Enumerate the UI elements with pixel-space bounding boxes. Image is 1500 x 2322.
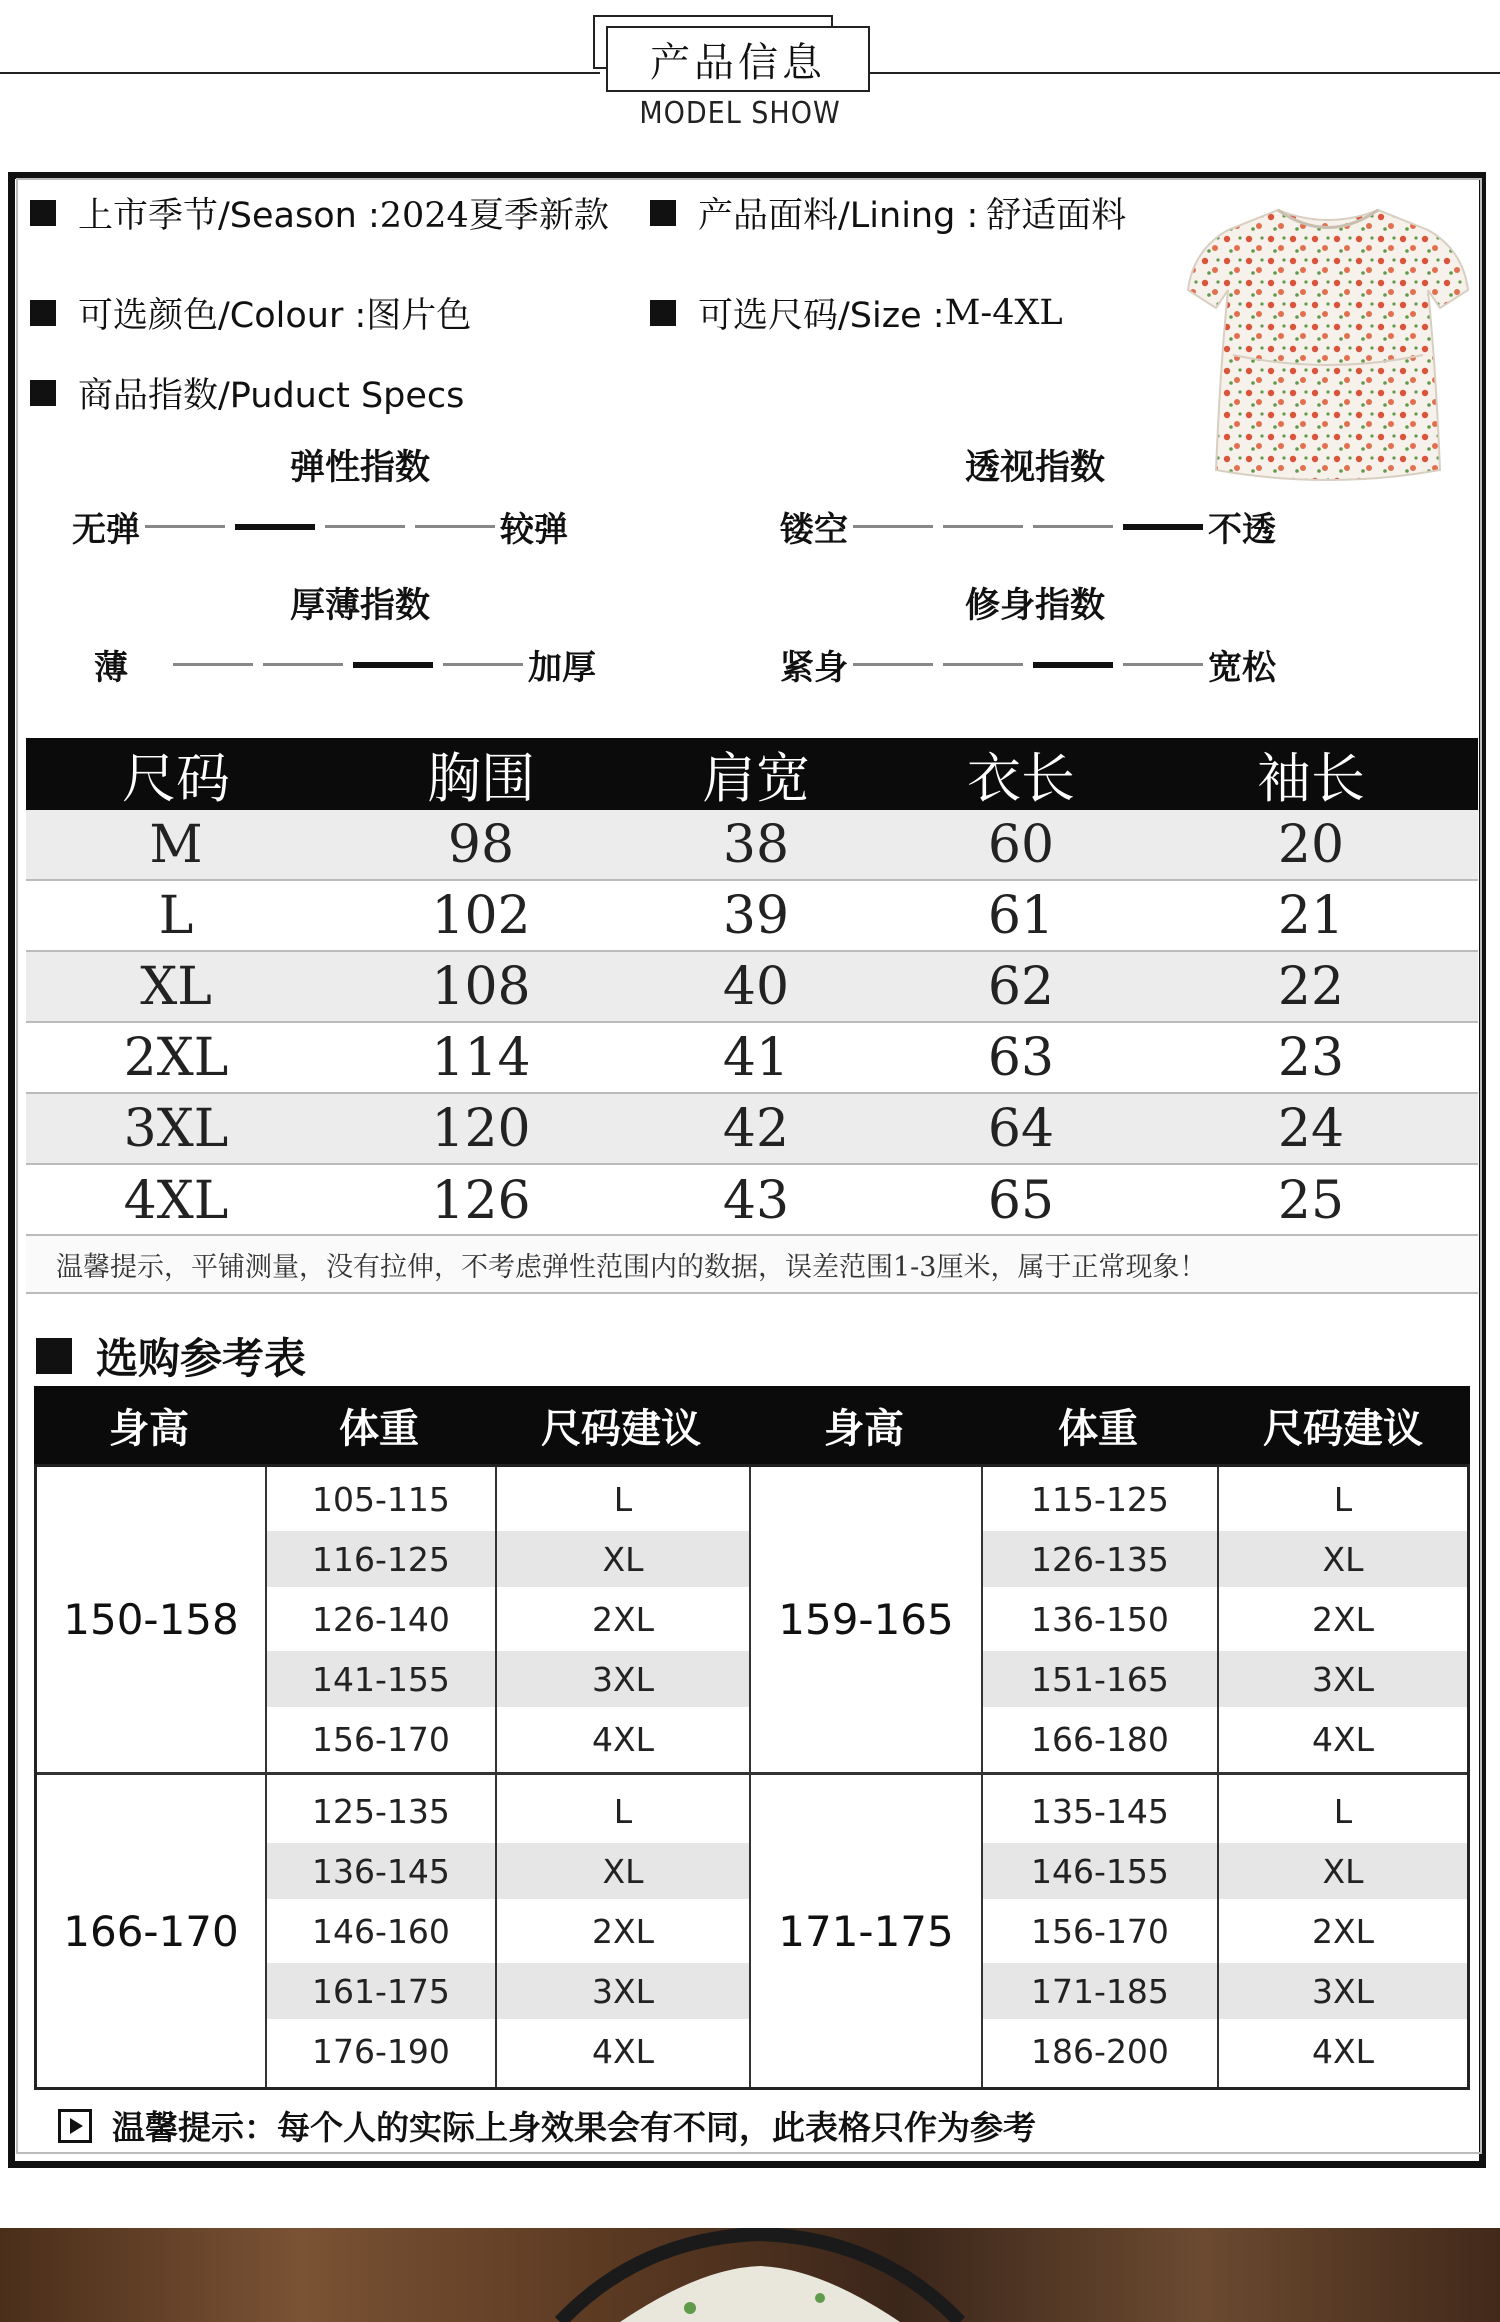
table-cell: 25 [1277, 1170, 1345, 1231]
index-scale-elasticity [72, 502, 568, 551]
size-cell: 4XL [1312, 2031, 1374, 2071]
weight-cell: 125-135 [312, 1791, 450, 1831]
table-cell: 60 [987, 814, 1055, 875]
reference-header-cell: 体重 [1058, 1405, 1138, 1452]
table-cell: 22 [1277, 956, 1345, 1017]
reference-header-cell: 身高 [824, 1405, 904, 1452]
lining-row [650, 188, 1126, 238]
hanger-image [0, 2228, 1500, 2322]
scale-segment [1123, 663, 1203, 666]
page-title: 产品信息 [606, 26, 870, 92]
square-bullet-icon [36, 1338, 72, 1374]
reference-table-header [34, 1386, 1470, 1464]
table-cell: 23 [1277, 1027, 1345, 1088]
table-cell: 126 [431, 1170, 531, 1231]
reference-header-cell: 身高 [109, 1405, 189, 1452]
size-cell: 4XL [592, 1719, 654, 1759]
season-row [30, 188, 609, 238]
weight-cell: 171-185 [983, 1963, 1217, 2019]
header-rule-left [0, 72, 600, 74]
table-cell: 40 [722, 956, 790, 1017]
scale-segment [1033, 662, 1113, 668]
size-cell: XL [1219, 1531, 1467, 1587]
table-cell: 41 [722, 1027, 790, 1088]
size-cell: 2XL [1312, 1599, 1374, 1639]
size-cell: 4XL [592, 2031, 654, 2071]
scale-left-label: 紧身 [780, 648, 848, 688]
weight-cell: 186-200 [1031, 2031, 1169, 2071]
size-cell: L [613, 1791, 633, 1831]
scale-right-label: 宽松 [1208, 648, 1276, 688]
size-table-header-cell: 胸围 [427, 746, 535, 810]
index-scale-transparency [780, 502, 1276, 551]
weight-cell: 156-170 [312, 1719, 450, 1759]
table-cell: 4XL [123, 1170, 229, 1231]
table-cell: 98 [447, 814, 515, 875]
table-cell: 42 [722, 1098, 790, 1159]
table-cell: 38 [722, 814, 790, 875]
square-bullet-icon [30, 300, 56, 326]
scale-segment [943, 663, 1023, 666]
scale-left-label: 无弹 [72, 510, 140, 550]
height-cell: 166-170 [63, 1906, 239, 1956]
size-cell: XL [497, 1531, 749, 1587]
scale-segment [173, 663, 253, 666]
table-cell: 21 [1277, 885, 1345, 946]
table-cell: 3XL [123, 1098, 229, 1159]
scale-left-label: 薄 [94, 648, 128, 688]
weight-cell: 116-125 [267, 1531, 495, 1587]
weight-cell: 151-165 [983, 1651, 1217, 1707]
weight-cell: 136-150 [1031, 1599, 1169, 1639]
size-cell: L [1333, 1791, 1353, 1831]
size-table-header-cell: 肩宽 [702, 746, 810, 810]
weight-cell: 105-115 [312, 1479, 450, 1519]
weight-cell: 156-170 [1031, 1911, 1169, 1951]
reference-note-text: 温馨提示：每个人的实际上身效果会有不同，此表格只作为参考 [112, 2108, 1036, 2147]
table-row [26, 952, 1478, 1023]
reference-header-cell: 尺码建议 [1263, 1405, 1423, 1452]
specs-row [30, 368, 464, 418]
size-table-header-cell: 尺码 [122, 746, 230, 810]
page-subtitle: MODEL SHOW [639, 96, 841, 131]
reference-table-body [34, 1464, 1470, 2090]
scale-segment [263, 663, 343, 666]
square-bullet-icon [30, 200, 56, 226]
table-cell: 24 [1277, 1098, 1345, 1159]
reference-header-cell: 体重 [339, 1405, 419, 1452]
table-row [26, 1023, 1478, 1094]
table-row [26, 810, 1478, 881]
weight-cell: 135-145 [1031, 1791, 1169, 1831]
table-cell: 61 [987, 885, 1055, 946]
table-cell: 39 [722, 885, 790, 946]
scale-segment [145, 525, 225, 528]
next-section-photo [0, 2228, 1500, 2322]
height-cell: 150-158 [63, 1595, 239, 1644]
reference-title-text: 选购参考表 [96, 1334, 307, 1383]
table-cell: 114 [431, 1027, 531, 1088]
reference-title [36, 1326, 306, 1386]
square-bullet-icon [30, 380, 56, 406]
height-cell: 159-165 [778, 1595, 954, 1644]
specs-label: 商品指数/Puduct Specs [78, 376, 465, 416]
size-cell: 2XL [592, 1599, 654, 1639]
scale-segment [1033, 525, 1113, 528]
scale-right-label: 加厚 [528, 648, 596, 688]
size-row [650, 288, 1063, 338]
table-cell: 102 [431, 885, 531, 946]
scale-segment [443, 663, 523, 666]
table-row [26, 1165, 1478, 1236]
size-table-header-cell: 衣长 [967, 746, 1075, 810]
index-title-thickness: 厚薄指数 [289, 586, 430, 626]
scale-segment [853, 663, 933, 666]
table-cell: 43 [722, 1170, 790, 1231]
lining-label: 产品面料/Lining : [698, 196, 979, 236]
size-cell: 4XL [1312, 1719, 1374, 1759]
season-label: 上市季节/Season : [78, 196, 380, 236]
square-bullet-icon [650, 200, 676, 226]
weight-cell: 161-175 [267, 1963, 495, 2019]
table-cell: 108 [431, 956, 531, 1017]
table-cell: 62 [987, 956, 1055, 1017]
lining-value: 舒适面料 [986, 196, 1127, 236]
scale-segment [1123, 524, 1203, 530]
size-cell: 2XL [1312, 1911, 1374, 1951]
size-cell: XL [1219, 1843, 1467, 1899]
index-title-elasticity: 弹性指数 [289, 448, 430, 488]
scale-segment [415, 525, 495, 528]
table-cell: XL [140, 956, 212, 1017]
product-image [1178, 190, 1478, 490]
scale-segment [943, 525, 1023, 528]
scale-right-label: 不透 [1208, 510, 1276, 550]
table-cell: 20 [1277, 814, 1345, 875]
scale-left-label: 镂空 [780, 510, 848, 550]
table-cell: 63 [987, 1027, 1055, 1088]
colour-value: 图片色 [366, 296, 472, 336]
size-cell: L [1333, 1479, 1353, 1519]
index-scale-thickness [94, 640, 596, 689]
size-cell: L [613, 1479, 633, 1519]
index-title-fit: 修身指数 [964, 586, 1105, 626]
scale-segment [325, 525, 405, 528]
table-cell: M [149, 814, 203, 875]
play-box-icon [58, 2109, 92, 2143]
table-row [26, 881, 1478, 952]
scale-segment [353, 662, 433, 668]
size-table-header-cell: 袖长 [1257, 746, 1365, 810]
measurement-note: 温馨提示，平铺测量，没有拉伸，不考虑弹性范围内的数据，误差范围1-3厘米，属于正常现象！ [26, 1234, 1478, 1294]
size-label: 可选尺码/Size : [698, 296, 945, 336]
size-cell: 3XL [497, 1963, 749, 2019]
weight-cell: 115-125 [1031, 1479, 1169, 1519]
colour-row [30, 288, 471, 338]
scale-segment [853, 525, 933, 528]
reference-note [58, 2102, 1036, 2149]
weight-cell: 126-135 [983, 1531, 1217, 1587]
season-value: 2024夏季新款 [379, 196, 609, 236]
size-value: M-4XL [944, 293, 1063, 333]
index-scale-fit [780, 640, 1276, 689]
size-cell: 3XL [1219, 1651, 1467, 1707]
weight-cell: 126-140 [312, 1599, 450, 1639]
size-cell: 2XL [592, 1911, 654, 1951]
scale-right-label: 较弹 [500, 510, 568, 550]
weight-cell: 136-145 [267, 1843, 495, 1899]
header-rule-right [866, 72, 1500, 74]
scale-segment [235, 524, 315, 530]
table-cell: 64 [987, 1098, 1055, 1159]
table-cell: 65 [987, 1170, 1055, 1231]
size-cell: 3XL [497, 1651, 749, 1707]
table-cell: 120 [431, 1098, 531, 1159]
index-title-transparency: 透视指数 [964, 448, 1105, 488]
square-bullet-icon [650, 300, 676, 326]
table-cell: L [158, 885, 194, 946]
weight-cell: 166-180 [1031, 1719, 1169, 1759]
table-row [26, 1094, 1478, 1165]
size-cell: 3XL [1219, 1963, 1467, 2019]
weight-cell: 176-190 [312, 2031, 450, 2071]
size-cell: XL [497, 1843, 749, 1899]
table-cell: 2XL [123, 1027, 229, 1088]
weight-cell: 146-160 [312, 1911, 450, 1951]
reference-header-cell: 尺码建议 [541, 1405, 701, 1452]
weight-cell: 146-155 [983, 1843, 1217, 1899]
colour-label: 可选颜色/Colour : [78, 296, 367, 336]
weight-cell: 141-155 [267, 1651, 495, 1707]
height-cell: 171-175 [778, 1906, 954, 1956]
size-table-header [26, 738, 1478, 810]
